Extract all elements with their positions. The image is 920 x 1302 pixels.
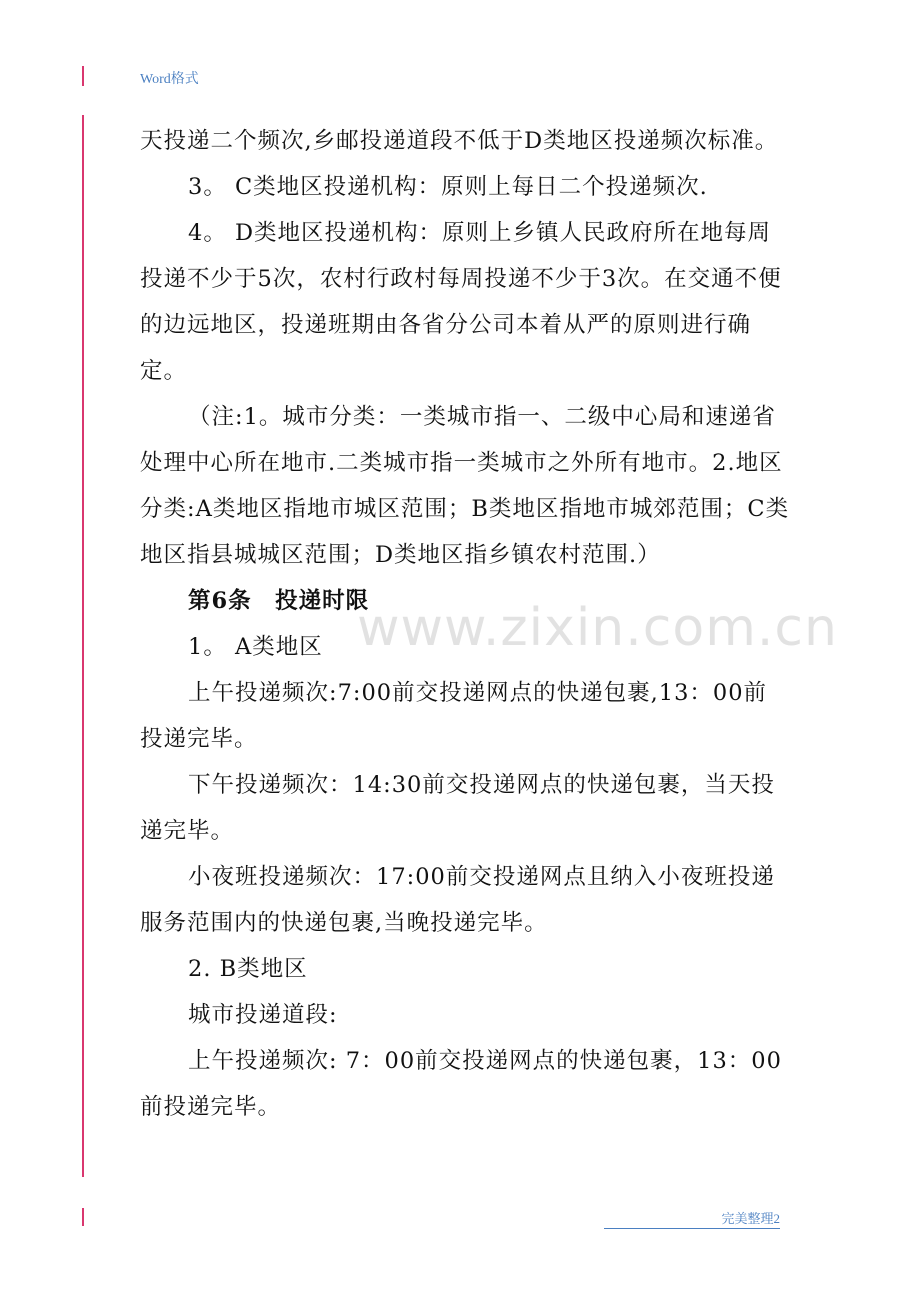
footer-text: 完美整理2 <box>604 1208 780 1229</box>
header-text: Word格式 <box>140 72 199 87</box>
paragraph-2: 3。 C类地区投递机构：原则上每日二个投递频次. <box>188 174 708 200</box>
paragraph-morning: 上午投递频次:7:00前交投递网点的快递包裹,13：00前投递完毕。 <box>140 680 768 752</box>
subheading-a: 1。 A类地区 <box>188 634 323 660</box>
footer-margin-mark <box>82 1208 84 1226</box>
paragraph-b-morning: 上午投递频次: 7：00前交投递网点的快递包裹，13：00前投递完毕。 <box>140 1048 782 1120</box>
paragraph-evening: 小夜班投递频次：17:00前交投递网点且纳入小夜班投递服务范围内的快递包裹,当晚投递完毕。 <box>140 864 775 936</box>
paragraph-3: 4。 D类地区投递机构：原则上乡镇人民政府所在地每周投递不少于5次，农村行政村每周投递不少于3次。在交通不便的边远地区，投递班期由各省分公司本着从严的原则进行确定。 <box>140 220 782 384</box>
header-margin-mark <box>82 66 84 86</box>
subheading-b: 2. B类地区 <box>188 956 308 982</box>
page-margin-line <box>82 115 84 1177</box>
watermark-text: www.zixin.com.cn <box>357 598 838 658</box>
paragraph-1: 天投递二个频次,乡邮投递道段不低于D类地区投递频次标准。 <box>140 128 779 154</box>
paragraph-city-route: 城市投递道段: <box>188 1002 338 1028</box>
paragraph-afternoon: 下午投递频次：14:30前交投递网点的快递包裹，当天投递完毕。 <box>140 772 775 844</box>
paragraph-note: （注:1。城市分类：一类城市指一、二级中心局和速递省处理中心所在地市.二类城市指一类城市之外所有地市。2.地区分类:A类地区指地市城区范围；B类地区指地市城郊范围；C类地区指县城城区范围；D类地区指乡镇农村范围.） <box>140 404 790 568</box>
section-heading: 第6条 投递时限 <box>188 588 370 614</box>
